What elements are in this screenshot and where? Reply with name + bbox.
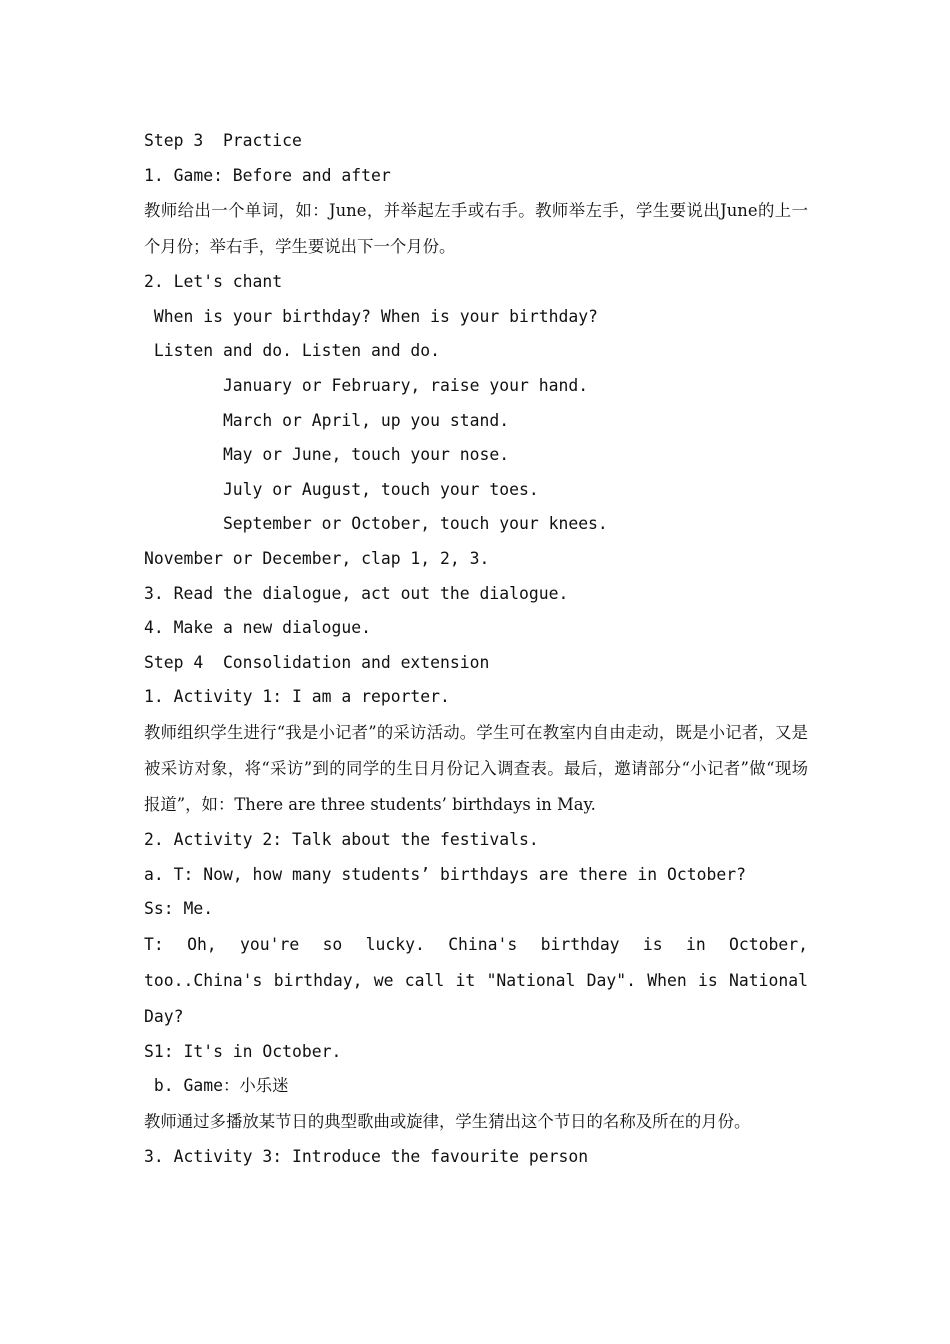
activity-1-heading: 1. Activity 1: I am a reporter. [144,687,450,707]
practice-item-3: 3. Read the dialogue, act out the dialogue. [144,583,569,603]
game-before-after: 1. Game: Before and after [144,165,391,185]
chant-line-3: January or February, raise your hand. [144,375,589,395]
document-body [144,124,808,1174]
activity-2-heading: 2. Activity 2: Talk about the festivals. [144,829,539,849]
dialogue-line-students: Ss: Me. [144,899,214,919]
activity-1-description: 教师组织学生进行“我是小记者”的采访活动。学生可在教室内自由走动，既是小记者，又是被采访对象，将“采访”到的同学的生日月份记入调查表。最后，邀请部分“小记者”做“现场报道”，如：There are three students’ birthdays in May. [144,722,808,814]
dialogue-line-s1: S1: It's in October. [144,1041,342,1061]
chant-heading: 2. Let's chant [144,272,283,292]
dialogue-line-teacher-1: a. T: Now, how many students’ birthdays are there in October? [144,864,746,884]
practice-item-4: 4. Make a new dialogue. [144,618,371,638]
chant-line-1: When is your birthday? When is your birthday? [144,306,598,326]
chant-line-4: March or April, up you stand. [144,410,510,430]
chant-line-5: May or June, touch your nose. [144,445,510,465]
step4-heading: Step 4 Consolidation and extension [144,652,490,672]
step3-heading: Step 3 Practice [144,131,302,150]
chant-line-7: September or October, touch your knees. [144,514,608,534]
game-music-description: 教师通过多播放某节日的典型歌曲或旋律，学生猜出这个节日的名称及所在的月份。 [144,1111,751,1131]
game-instructions: 教师给出一个单词，如：June，并举起左手或右手。教师举左手，学生要说出June的上一个月份；举右手，学生要说出下一个月份。 [144,201,808,257]
chant-line-2: Listen and do. Listen and do. [144,341,441,361]
game-music-heading: b. Game：小乐迷 [144,1076,289,1096]
activity-3-heading: 3. Activity 3: Introduce the favourite person [144,1146,589,1166]
dialogue-line-teacher-2: T: Oh, you're so lucky. China's birthday is in October, too..China's birthday, we call it "National Day". When is National Day? [144,934,808,1026]
chant-line-8: November or December, clap 1, 2, 3. [144,548,490,568]
chant-line-6: July or August, touch your toes. [144,479,539,499]
